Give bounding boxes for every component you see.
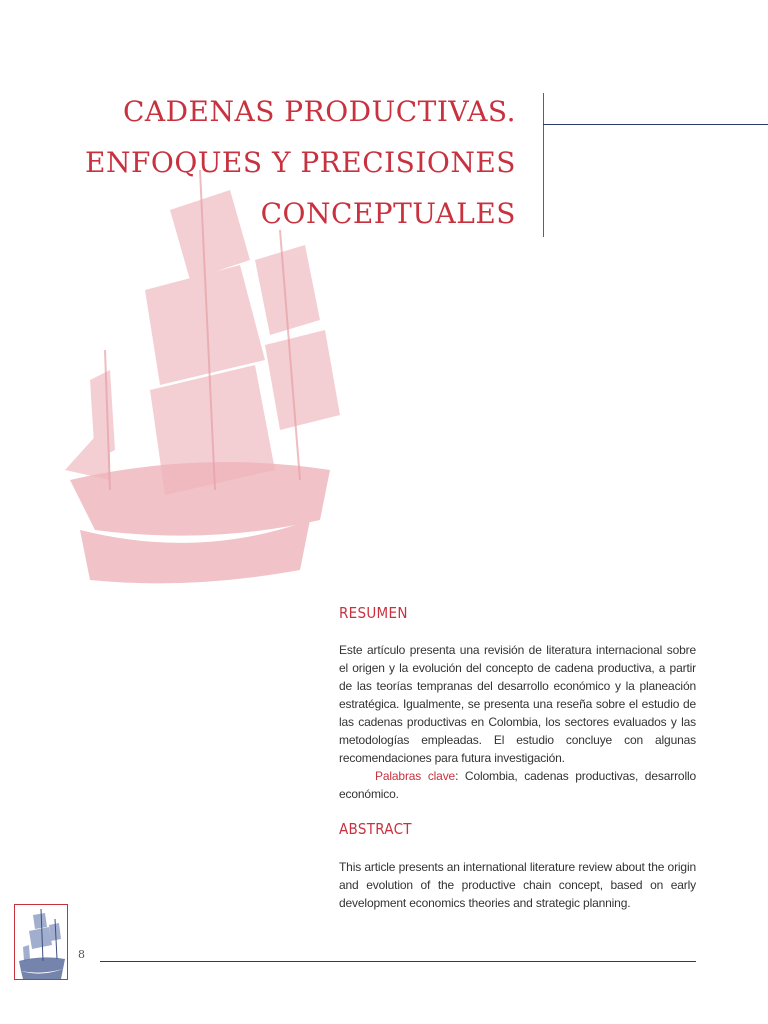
resumen-heading: RESUMEN [339, 604, 408, 622]
keywords [339, 767, 696, 803]
title-line-3: CONCEPTUALES [260, 197, 516, 230]
title-vertical-rule [543, 93, 544, 237]
page-number: 8 [78, 948, 85, 961]
sailing-ship-thumbnail-icon [15, 905, 68, 980]
footer-rule [100, 961, 696, 962]
keywords-label: Palabras clave [375, 769, 456, 783]
title-line-2: ENFOQUES Y PRECISIONES [85, 146, 516, 179]
abstract-paragraph: This article presents an international literature review about the origin and evolution of the productive chain concept, based on early development economics theories and strategic planning. [339, 860, 696, 910]
title-line-1: CADENAS PRODUCTIVAS. [122, 95, 516, 128]
article-title [16, 86, 516, 239]
title-horizontal-rule [543, 124, 768, 125]
ship-thumbnail [14, 904, 68, 980]
resumen-paragraph [339, 641, 696, 803]
abstract-heading: ABSTRACT [339, 820, 412, 838]
keywords-text: : Colombia, cadenas productivas, desarrollo económico. [339, 769, 696, 801]
resumen-body: Este artículo presenta una revisión de literatura internacional sobre el origen y la evolución del concepto de cadena productiva, a partir de las teorías tempranas del desarrollo económico y la planeación estratégica. Igualmente, se presenta una reseña sobre el estudio de las cadenas productivas en Colombia, los sectores evaluados y las metodologías empleadas. El estudio concluye con algunas recomendaciones para futura investigación. [339, 643, 696, 765]
